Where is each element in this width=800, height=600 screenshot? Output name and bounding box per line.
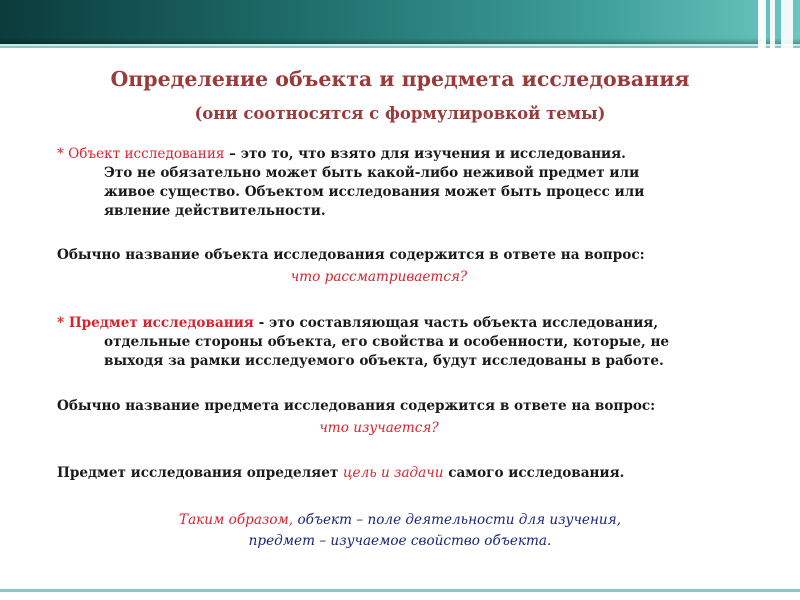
conclusion-object: объект – поле деятельности для изучения, xyxy=(297,512,621,528)
slide-subtitle: (они соотносятся с формулировкой темы) xyxy=(194,104,606,123)
object-question-text: Обычно название объекта исследования содержится в ответе на вопрос: xyxy=(57,247,645,263)
goal-after: самого исследования. xyxy=(443,465,625,481)
conclusion-line-2: предмет – изучаемое свойство объекта. xyxy=(248,533,552,549)
goal-statement xyxy=(57,464,624,483)
subject-question-text: Обычно название предмета исследования содержится в ответе на вопрос: xyxy=(57,398,656,414)
subject-question-label: что изучается? xyxy=(319,420,439,436)
object-question-label: что рассматривается? xyxy=(290,269,468,285)
subject-definition xyxy=(57,314,658,333)
goal-highlight: цель и задачи xyxy=(343,465,444,481)
subject-question xyxy=(0,419,800,438)
decor-bar xyxy=(758,0,766,74)
conclusion-line-1 xyxy=(0,511,800,530)
footer-line xyxy=(0,589,800,592)
subject-label: * Предмет исследования xyxy=(57,315,254,331)
conclusion-lead: Таким образом, xyxy=(179,512,298,528)
header-lines xyxy=(0,44,800,50)
slide-title: Определение объекта и предмета исследования xyxy=(110,67,690,91)
header-band xyxy=(0,0,800,44)
object-line: явление действительности. xyxy=(104,203,326,219)
goal-before: Предмет исследования определяет xyxy=(57,465,344,481)
subject-definition-start: - это составляющая часть объекта исследования, xyxy=(253,315,659,331)
object-question xyxy=(0,268,800,287)
decor-bar xyxy=(781,0,793,74)
object-definition-start: – это то, что взято для изучения и исследования. xyxy=(224,146,626,162)
decor-bar xyxy=(770,0,775,74)
object-line: Это не обязательно может быть какой-либо неживой предмет или xyxy=(104,165,640,181)
object-label: * Объект исследования xyxy=(57,146,225,162)
subject-line: отдельные стороны объекта, его свойства и особенности, которые, не xyxy=(104,334,670,350)
object-definition xyxy=(57,145,626,164)
object-line: живое существо. Объектом исследования может быть процесс или xyxy=(104,184,645,200)
subject-line: выходя за рамки исследуемого объекта, будут исследованы в работе. xyxy=(104,353,664,369)
